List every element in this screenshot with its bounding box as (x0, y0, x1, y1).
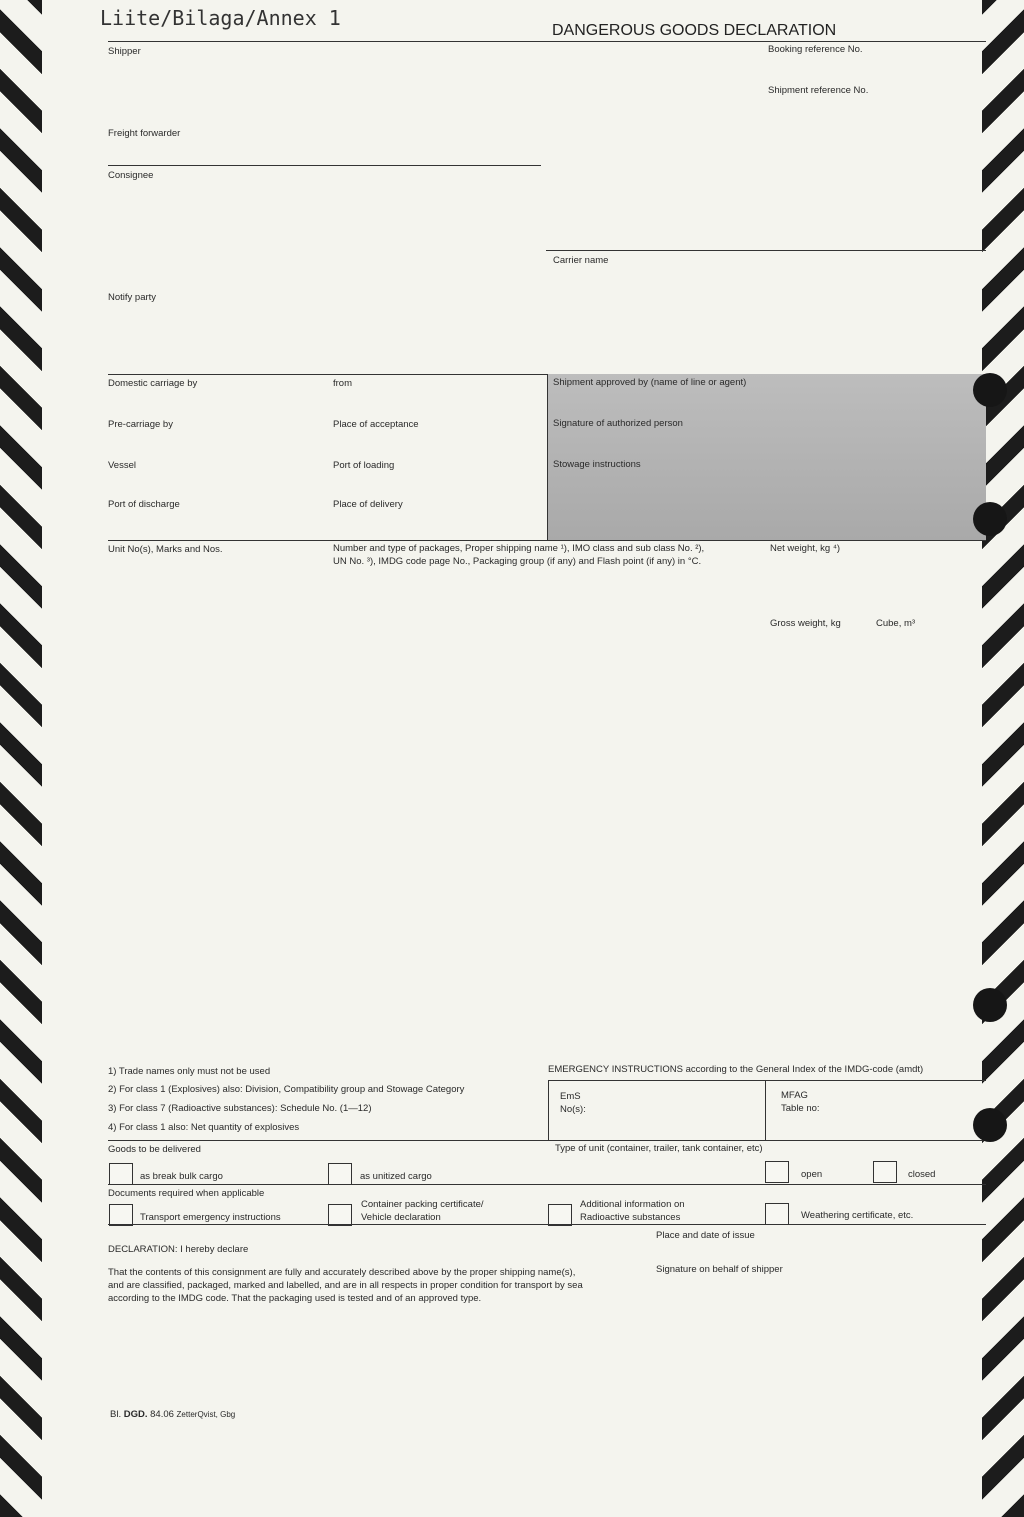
place-date-label: Place and date of issue (656, 1230, 755, 1241)
declaration-title: DECLARATION: I hereby declare (108, 1244, 249, 1255)
goods-delivered-label: Goods to be delivered (108, 1144, 201, 1155)
stowage-label: Stowage instructions (553, 459, 641, 470)
port-loading-label: Port of loading (333, 460, 395, 471)
footnote-3: 3) For class 7 (Radioactive substances): Schedule No. (1—12) (108, 1103, 372, 1114)
unitized-label: as unitized cargo (360, 1171, 432, 1182)
punch-hole-1 (973, 373, 1007, 407)
place-acceptance-label: Place of acceptance (333, 419, 419, 430)
form-title: DANGEROUS GOODS DECLARATION (552, 22, 837, 39)
domestic-carriage-label: Domestic carriage by (108, 378, 198, 389)
open-label: open (801, 1169, 823, 1180)
vessel-label: Vessel (108, 460, 136, 471)
emergency-divider (765, 1080, 766, 1140)
form-code-prefix: Bl. (110, 1409, 122, 1420)
transport-emergency-checkbox[interactable] (109, 1204, 133, 1226)
rule-delivery-top (108, 1140, 986, 1141)
pre-carriage-label: Pre-carriage by (108, 419, 173, 430)
shipper-label: Shipper (108, 46, 141, 57)
weathering-label: Weathering certificate, etc. (801, 1210, 914, 1221)
rule-documents-bottom (108, 1224, 986, 1225)
footnote-1: 1) Trade names only must not be used (108, 1066, 271, 1077)
packages-label-line2: UN No. ³), IMDG code page No., Packaging group (if any) and Flash point (if any) in °C. (333, 556, 702, 567)
type-of-unit-label: Type of unit (container, trailer, tank container, etc) (555, 1143, 763, 1154)
divider-transport (547, 374, 548, 540)
radioactive-info-label-line2: Radioactive substances (580, 1212, 681, 1223)
punch-hole-4 (973, 1108, 1007, 1142)
signature-authorized-label: Signature of authorized person (553, 418, 683, 429)
break-bulk-checkbox[interactable] (109, 1163, 133, 1185)
net-weight-label: Net weight, kg ⁴) (770, 543, 841, 554)
radioactive-info-checkbox[interactable] (548, 1204, 572, 1226)
shipment-ref-label: Shipment reference No. (768, 85, 869, 96)
closed-label: closed (908, 1169, 936, 1180)
top-rule (108, 41, 986, 42)
port-discharge-label: Port of discharge (108, 499, 180, 510)
closed-checkbox[interactable] (873, 1161, 897, 1183)
hazard-stripe-right (982, 0, 1024, 1517)
consignee-label: Consignee (108, 170, 154, 181)
mfag-label: MFAG (781, 1090, 808, 1101)
form-code-rest: 84.06 (150, 1409, 174, 1420)
rule-goods-top (108, 540, 986, 541)
radioactive-info-label-line1: Additional information on (580, 1199, 685, 1210)
documents-required-label: Documents required when applicable (108, 1188, 265, 1199)
transport-emergency-label: Transport emergency instructions (140, 1212, 281, 1223)
form-code (110, 1409, 235, 1420)
hazard-stripe-left (0, 0, 42, 1517)
mfag-table-label: Table no: (781, 1103, 820, 1114)
rule-carrier (546, 250, 986, 251)
annex-label: Liite/Bilaga/Annex 1 (100, 6, 341, 30)
unit-nos-label: Unit No(s), Marks and Nos. (108, 544, 223, 555)
packages-label-line1: Number and type of packages, Proper shipping name ¹), IMO class and sub class No. ²), (333, 543, 705, 554)
declaration-line3: according to the IMDG code. That the packaging used is tested and of an approved type. (108, 1293, 482, 1304)
declaration-line1: That the contents of this consignment are fully and accurately described above by the proper shipping name(s), (108, 1267, 576, 1278)
gross-weight-label: Gross weight, kg (770, 618, 841, 629)
printer-label: ZetterQvist, Gbg (176, 1410, 236, 1419)
ems-label: EmS (560, 1091, 581, 1102)
container-packing-label-line2: Vehicle declaration (361, 1212, 441, 1223)
unitized-checkbox[interactable] (328, 1163, 352, 1185)
container-packing-label-line1: Container packing certificate/ (361, 1199, 484, 1210)
open-checkbox[interactable] (765, 1161, 789, 1183)
footnote-4: 4) For class 1 also: Net quantity of explosives (108, 1122, 300, 1133)
declaration-line2: and are classified, packaged, marked and labelled, and are in all respects in proper condition for transport by sea (108, 1280, 583, 1291)
place-delivery-label: Place of delivery (333, 499, 403, 510)
punch-hole-3 (973, 988, 1007, 1022)
freight-forwarder-label: Freight forwarder (108, 128, 181, 139)
form-code-bold: DGD. (123, 1409, 148, 1420)
emergency-title: EMERGENCY INSTRUCTIONS according to the General Index of the IMDG-code (amdt) (548, 1064, 924, 1075)
container-packing-checkbox[interactable] (328, 1204, 352, 1226)
rule-delivery-bottom (108, 1184, 986, 1185)
rule-forwarder (108, 165, 541, 166)
footnote-2: 2) For class 1 (Explosives) also: Division, Compatibility group and Stowage Category (108, 1084, 465, 1095)
break-bulk-label: as break bulk cargo (140, 1171, 223, 1182)
signature-shipper-label: Signature on behalf of shipper (656, 1264, 783, 1275)
booking-ref-label: Booking reference No. (768, 44, 863, 55)
cube-label: Cube, m³ (876, 618, 916, 629)
notify-party-label: Notify party (108, 292, 157, 303)
from-label: from (333, 378, 352, 389)
emergency-left-edge (548, 1080, 549, 1140)
punch-hole-2 (973, 502, 1007, 536)
shipment-approved-label: Shipment approved by (name of line or agent) (553, 377, 747, 388)
weathering-checkbox[interactable] (765, 1203, 789, 1225)
carrier-name-label: Carrier name (553, 255, 609, 266)
shipment-approval-shaded-area (548, 374, 986, 540)
ems-nos-label: No(s): (560, 1104, 586, 1115)
rule-emergency-top (548, 1080, 986, 1081)
